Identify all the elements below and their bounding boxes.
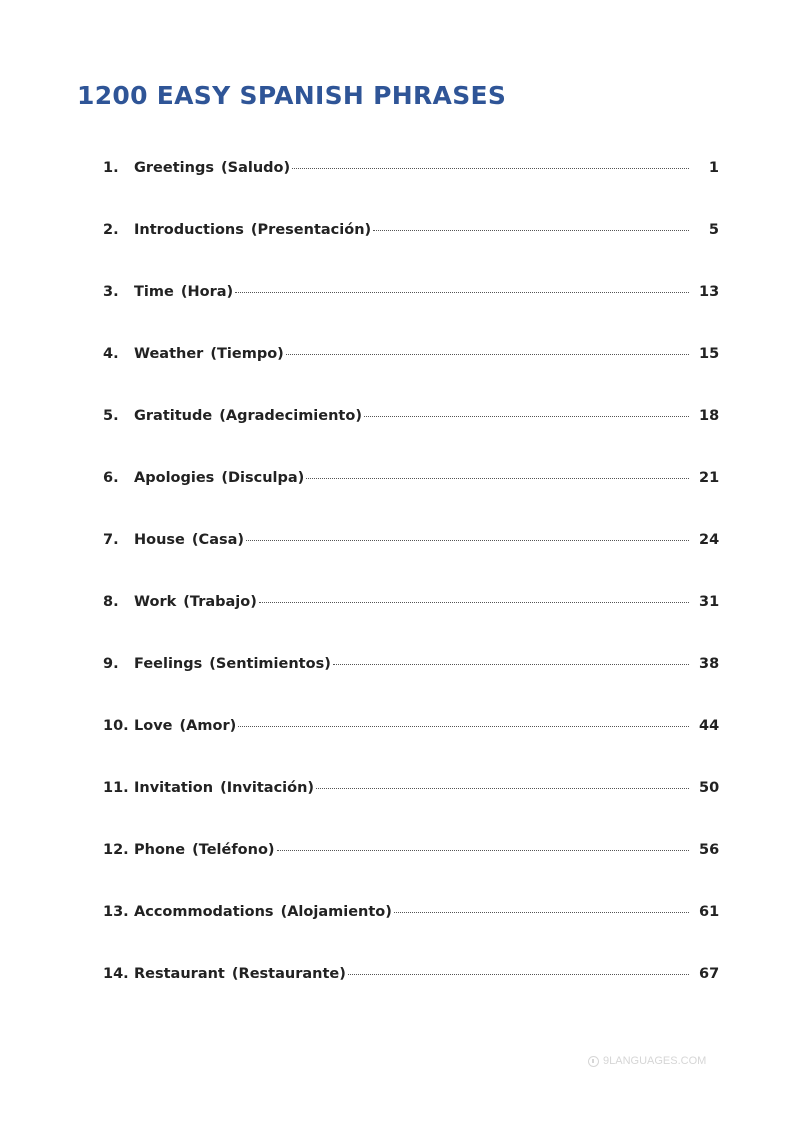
toc-dot-leader bbox=[394, 912, 689, 913]
toc-entry-page: 44 bbox=[699, 718, 720, 734]
toc-entry-page: 31 bbox=[699, 594, 720, 610]
toc-dot-leader bbox=[306, 478, 689, 479]
toc-entry-number: 6. bbox=[103, 470, 119, 486]
toc-entry-number: 3. bbox=[103, 284, 119, 300]
toc-entry[interactable] bbox=[103, 718, 719, 780]
toc-dot-leader bbox=[235, 292, 689, 293]
toc-entry-page: 5 bbox=[708, 222, 719, 238]
toc-dot-leader bbox=[316, 788, 689, 789]
toc-entry-page: 50 bbox=[699, 780, 720, 796]
toc-entry-title: House (Casa) bbox=[134, 532, 245, 548]
toc-entry-number: 2. bbox=[103, 222, 119, 238]
toc-entry-page: 38 bbox=[699, 656, 720, 672]
watermark-text: 9LANGUAGES.COM bbox=[603, 1055, 707, 1067]
toc-dot-leader bbox=[333, 664, 689, 665]
document-title: 1200 EASY SPANISH PHRASES bbox=[77, 81, 507, 110]
toc-entry-page: 24 bbox=[699, 532, 720, 548]
toc-entry-title: Work (Trabajo) bbox=[134, 594, 257, 610]
toc-entry-number: 14. bbox=[103, 966, 129, 982]
toc-entry-title: Gratitude (Agradecimiento) bbox=[134, 408, 362, 424]
toc-dot-leader bbox=[292, 168, 689, 169]
toc-entry[interactable] bbox=[103, 656, 719, 718]
toc-entry-number: 5. bbox=[103, 408, 119, 424]
toc-entry-title: Love (Amor) bbox=[134, 718, 237, 734]
toc-dot-leader bbox=[364, 416, 689, 417]
toc-entry[interactable] bbox=[103, 346, 719, 408]
toc-entry-page: 18 bbox=[699, 408, 720, 424]
toc-entry-page: 21 bbox=[699, 470, 720, 486]
toc-entry-page: 56 bbox=[699, 842, 720, 858]
toc-entry-page: 13 bbox=[699, 284, 720, 300]
toc-entry[interactable] bbox=[103, 966, 719, 1028]
toc-entry-title: Apologies (Disculpa) bbox=[134, 470, 305, 486]
toc-entry-title: Time (Hora) bbox=[134, 284, 234, 300]
toc-entry-page: 61 bbox=[699, 904, 720, 920]
toc-dot-leader bbox=[348, 974, 689, 975]
toc-dot-leader bbox=[277, 850, 689, 851]
toc-entry-title: Introductions (Presentación) bbox=[134, 222, 372, 238]
toc-entry-page: 67 bbox=[699, 966, 720, 982]
toc-entry[interactable] bbox=[103, 904, 719, 966]
watermark bbox=[588, 1055, 706, 1067]
toc-entry-number: 9. bbox=[103, 656, 119, 672]
toc-entry-number: 11. bbox=[103, 780, 129, 796]
toc-entry-number: 8. bbox=[103, 594, 119, 610]
toc-entry[interactable] bbox=[103, 160, 719, 222]
toc-entry-title: Weather (Tiempo) bbox=[134, 346, 284, 362]
toc-entry-title: Greetings (Saludo) bbox=[134, 160, 291, 176]
toc-dot-leader bbox=[246, 540, 689, 541]
toc-dot-leader bbox=[238, 726, 689, 727]
toc-entry[interactable] bbox=[103, 222, 719, 284]
toc-entry-number: 1. bbox=[103, 160, 119, 176]
toc-entry-title: Phone (Teléfono) bbox=[134, 842, 275, 858]
toc-entry[interactable] bbox=[103, 284, 719, 346]
toc-entry-number: 12. bbox=[103, 842, 129, 858]
toc-entry-number: 7. bbox=[103, 532, 119, 548]
table-of-contents bbox=[103, 160, 719, 1028]
toc-entry-page: 1 bbox=[708, 160, 719, 176]
toc-entry-title: Invitation (Invitación) bbox=[134, 780, 315, 796]
toc-dot-leader bbox=[373, 230, 689, 231]
toc-entry-number: 10. bbox=[103, 718, 129, 734]
toc-entry[interactable] bbox=[103, 470, 719, 532]
toc-entry[interactable] bbox=[103, 594, 719, 656]
toc-entry[interactable] bbox=[103, 408, 719, 470]
toc-entry-number: 13. bbox=[103, 904, 129, 920]
toc-entry-page: 15 bbox=[699, 346, 720, 362]
toc-entry-title: Feelings (Sentimientos) bbox=[134, 656, 331, 672]
toc-entry-title: Accommodations (Alojamiento) bbox=[134, 904, 392, 920]
toc-entry[interactable] bbox=[103, 842, 719, 904]
toc-entry[interactable] bbox=[103, 532, 719, 594]
toc-entry-number: 4. bbox=[103, 346, 119, 362]
info-circle-icon bbox=[588, 1056, 599, 1067]
toc-dot-leader bbox=[286, 354, 689, 355]
toc-dot-leader bbox=[259, 602, 689, 603]
toc-entry-title: Restaurant (Restaurante) bbox=[134, 966, 346, 982]
toc-entry[interactable] bbox=[103, 780, 719, 842]
